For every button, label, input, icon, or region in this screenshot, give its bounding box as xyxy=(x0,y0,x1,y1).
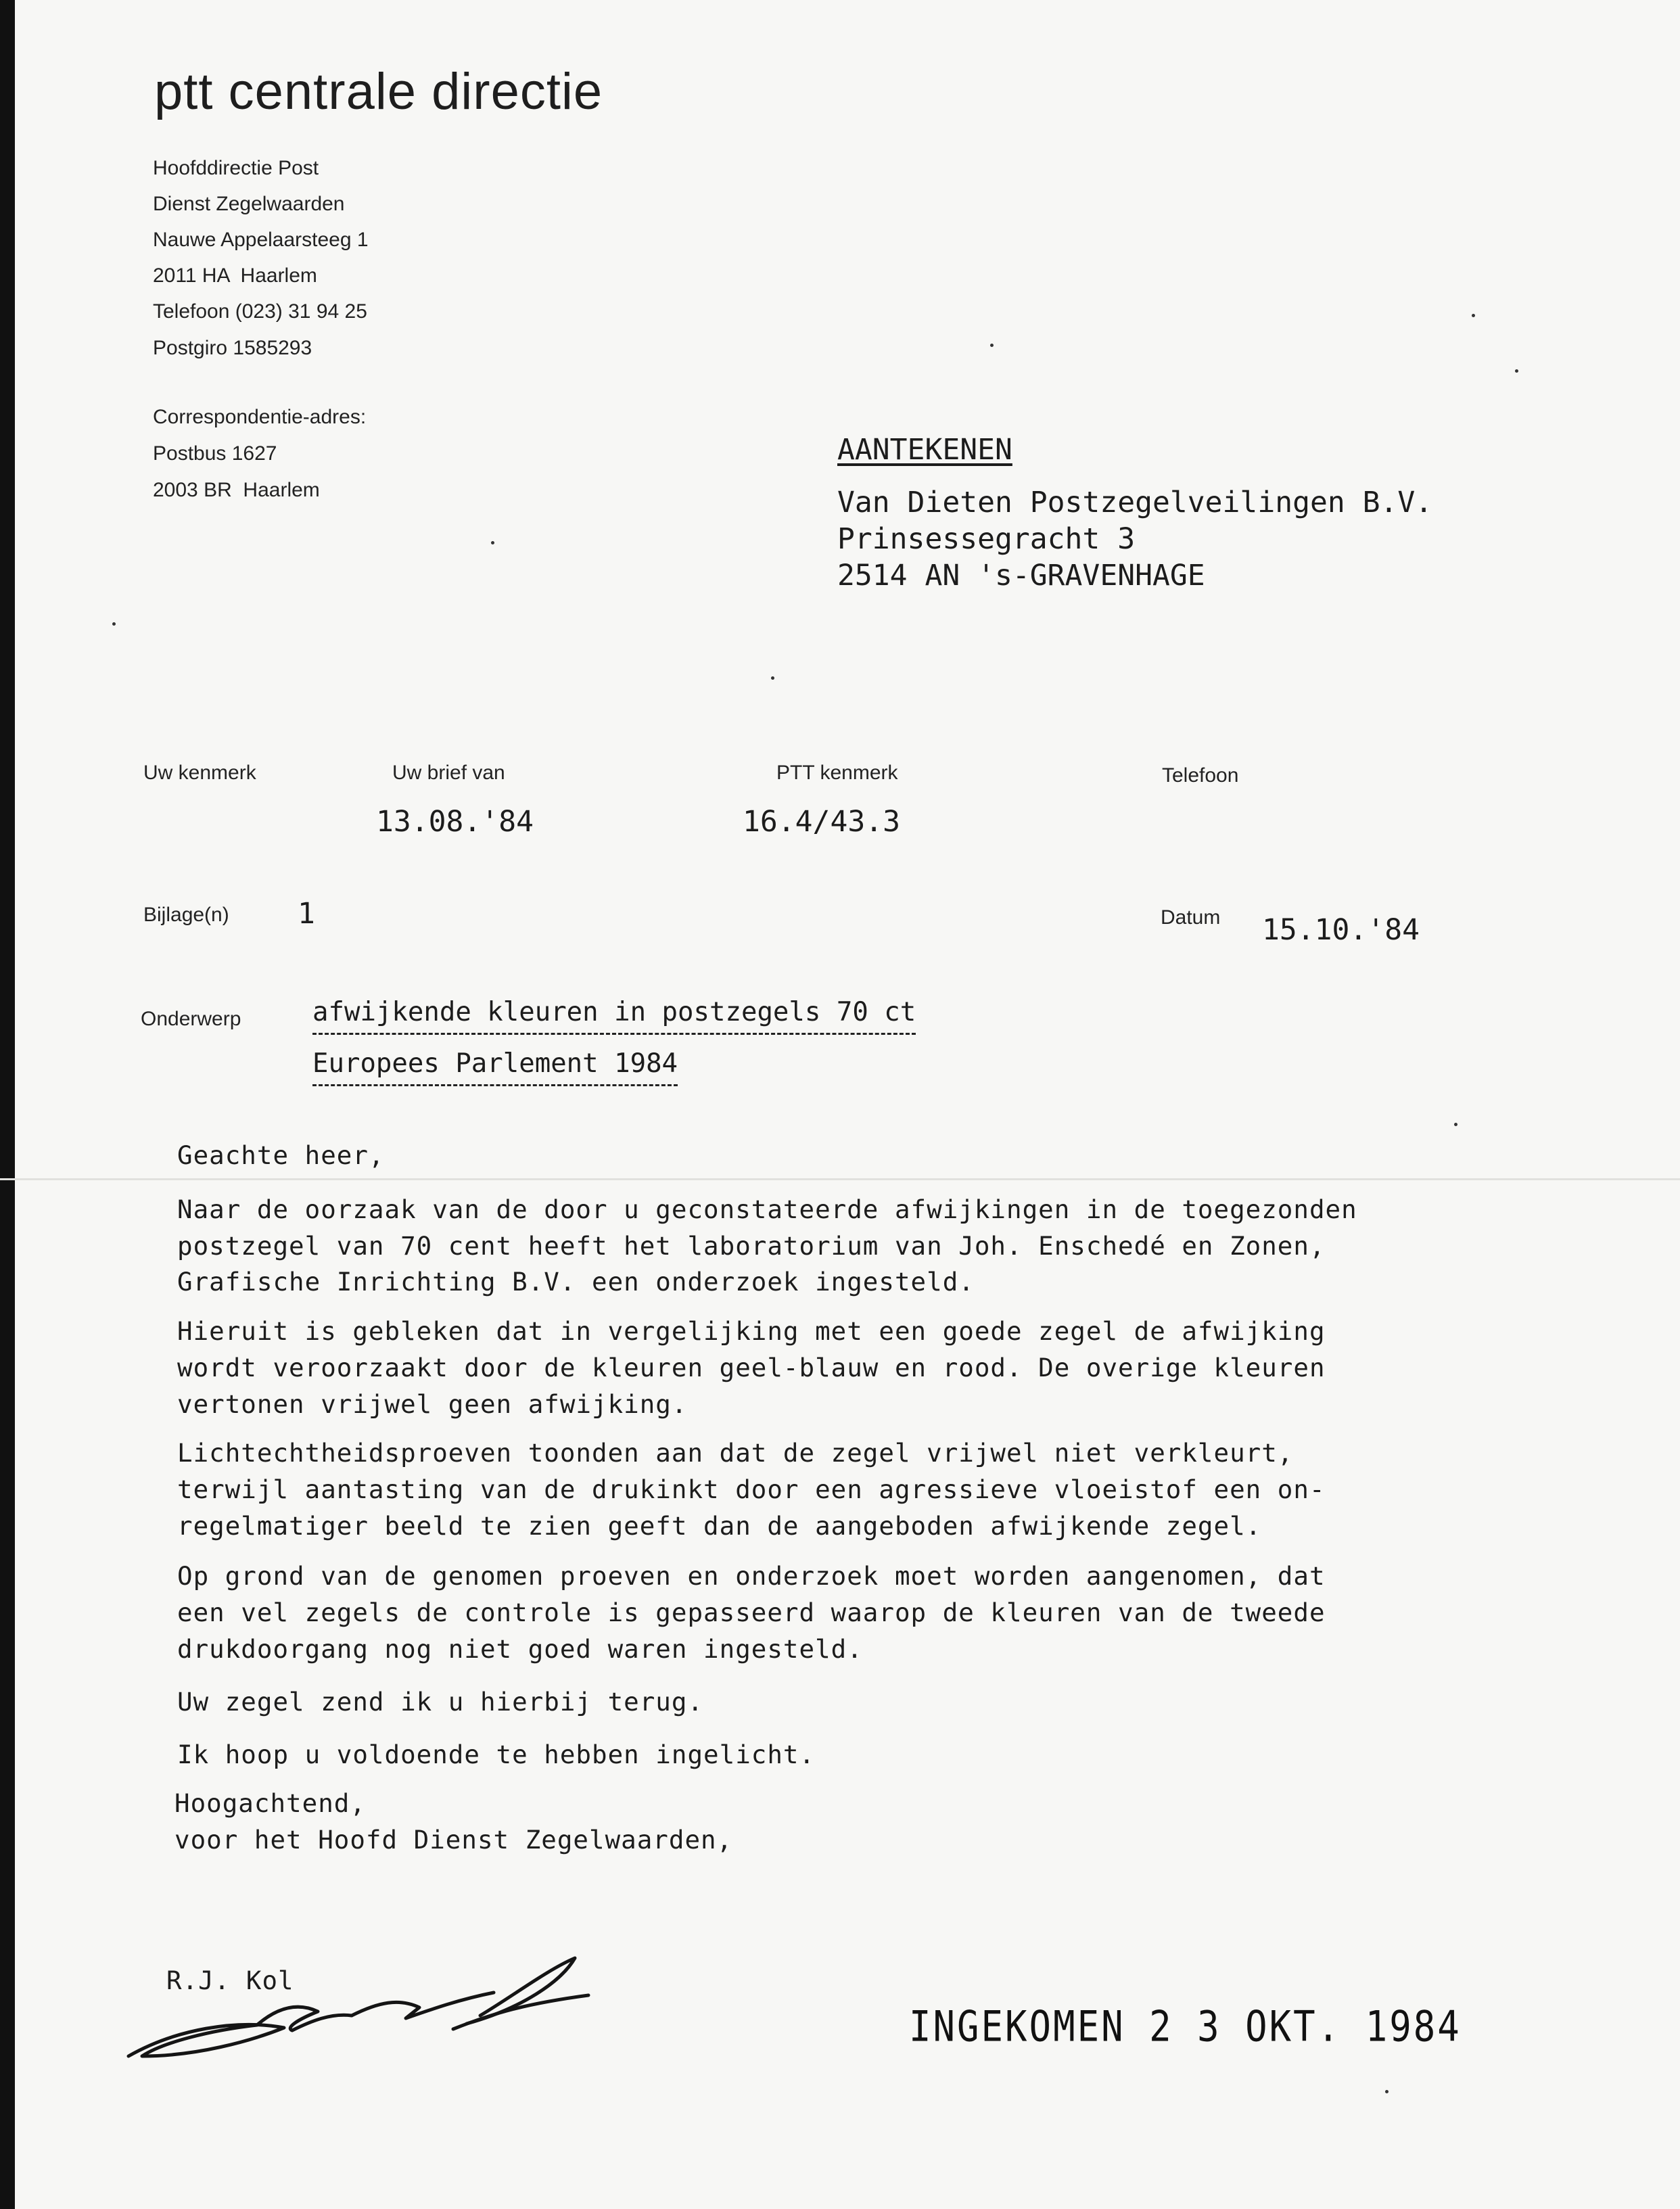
scan-speck xyxy=(1472,314,1475,317)
body-line: een vel zegels de controle is gepasseerd waarop de kleuren van de tweede xyxy=(177,1598,1326,1627)
body-line: Lichtechtheidsproeven toonden aan dat de zegel vrijwel niet verkleurt, xyxy=(177,1438,1294,1468)
recipient-city: 2514 AN 's-GRAVENHAGE xyxy=(837,559,1205,592)
signatory-name: R.J. Kol xyxy=(166,1966,294,1995)
scan-speck xyxy=(1385,2090,1389,2093)
ptt-kenmerk-value: 16.4/43.3 xyxy=(743,805,900,839)
body-line: Grafische Inrichting B.V. een onderzoek ingesteld. xyxy=(177,1267,975,1297)
closing-line: voor het Hoofd Dienst Zegelwaarden, xyxy=(174,1825,733,1855)
scan-speck xyxy=(491,541,494,544)
sender-address-line: Nauwe Appelaarsteeg 1 xyxy=(153,229,369,251)
body-line: terwijl aantasting van de drukinkt door een agressieve vloeistof een on- xyxy=(177,1474,1326,1504)
telefoon-label: Telefoon xyxy=(1162,764,1239,787)
bijlagen-label: Bijlage(n) xyxy=(143,904,229,926)
body-line: regelmatiger beeld te zien geeft dan de aangeboden afwijkende zegel. xyxy=(177,1511,1262,1541)
recipient-name: Van Dieten Postzegelveilingen B.V. xyxy=(837,486,1433,519)
recipient-street: Prinsessegracht 3 xyxy=(837,522,1136,556)
letterhead-title: ptt centrale directie xyxy=(154,63,603,120)
subject-line: afwijkende kleuren in postzegels 70 ct xyxy=(312,997,916,1035)
correspondence-line: Postbus 1627 xyxy=(153,442,277,465)
uw-kenmerk-label: Uw kenmerk xyxy=(143,762,256,784)
salutation: Geachte heer, xyxy=(177,1140,385,1170)
body-line: Uw zegel zend ik u hierbij terug. xyxy=(177,1687,704,1717)
body-line: Ik hoop u voldoende te hebben ingelicht. xyxy=(177,1740,816,1769)
scan-edge xyxy=(0,0,15,2209)
body-line: Op grond van de genomen proeven en onderzoek moet worden aangenomen, dat xyxy=(177,1561,1326,1591)
body-line: vertonen vrijwel geen afwijking. xyxy=(177,1389,688,1419)
sender-address-line: 2011 HA Haarlem xyxy=(153,264,317,287)
subject-line: Europees Parlement 1984 xyxy=(312,1048,678,1086)
paper-fold xyxy=(0,1178,1680,1180)
sender-phone: Telefoon (023) 31 94 25 xyxy=(153,300,367,323)
received-stamp: INGEKOMEN 2 3 OKT. 1984 xyxy=(909,2002,1462,2051)
correspondence-line: 2003 BR Haarlem xyxy=(153,479,320,501)
body-line: postzegel van 70 cent heeft het laboratorium van Joh. Enschedé en Zonen, xyxy=(177,1231,1326,1261)
body-line: Hieruit is gebleken dat in vergelijking met een goede zegel de afwijking xyxy=(177,1316,1326,1346)
uw-brief-label: Uw brief van xyxy=(392,762,505,784)
onderwerp-label: Onderwerp xyxy=(141,1008,241,1030)
registered-label: AANTEKENEN xyxy=(837,433,1012,467)
datum-label: Datum xyxy=(1161,906,1221,929)
bijlagen-value: 1 xyxy=(298,897,315,931)
scan-speck xyxy=(990,344,994,347)
closing-line: Hoogachtend, xyxy=(174,1788,366,1818)
scan-speck xyxy=(1454,1123,1457,1126)
ptt-kenmerk-label: PTT kenmerk xyxy=(776,762,898,784)
uw-brief-value: 13.08.'84 xyxy=(376,805,534,839)
body-line: drukdoorgang nog niet goed waren ingesteld. xyxy=(177,1634,863,1664)
body-line: Naar de oorzaak van de door u geconstateerde afwijkingen in de toegezonden xyxy=(177,1194,1357,1224)
scan-speck xyxy=(771,676,774,680)
sender-address-line: Hoofddirectie Post xyxy=(153,157,319,179)
body-line: wordt veroorzaakt door de kleuren geel-blauw en rood. De overige kleuren xyxy=(177,1353,1326,1382)
scan-speck xyxy=(1515,369,1518,373)
datum-value: 15.10.'84 xyxy=(1262,913,1420,947)
sender-postgiro: Postgiro 1585293 xyxy=(153,337,312,359)
scan-speck xyxy=(112,622,116,626)
signature-scribble xyxy=(115,1955,602,2063)
correspondence-label: Correspondentie-adres: xyxy=(153,406,367,428)
sender-address-line: Dienst Zegelwaarden xyxy=(153,193,345,215)
